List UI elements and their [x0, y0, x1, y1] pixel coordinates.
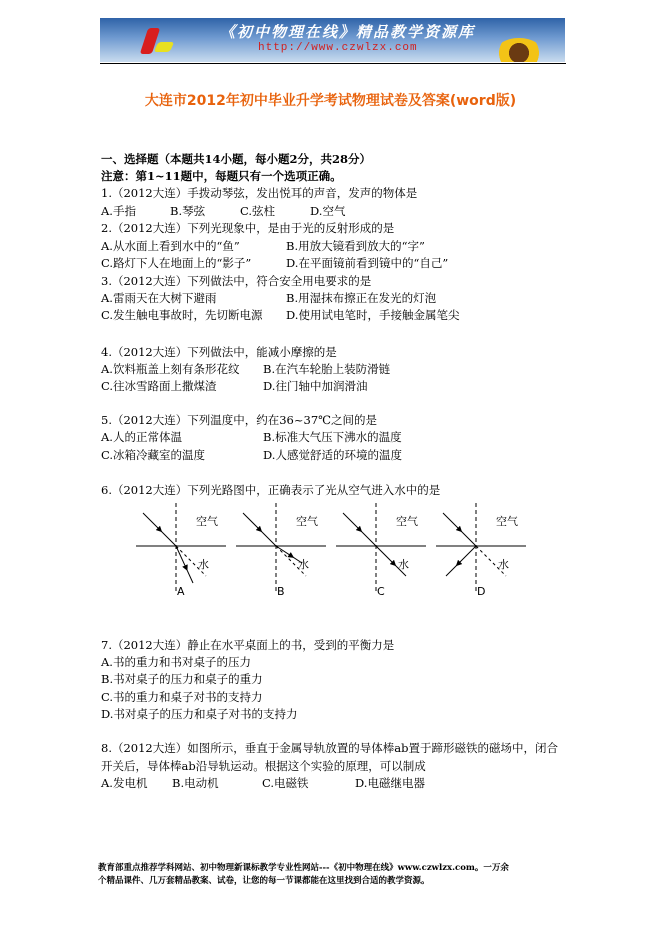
- option-b: B.琴弦: [170, 204, 206, 218]
- air-label: 空气: [396, 515, 418, 528]
- option-c: C.路灯下人在地面上的“影子”: [101, 256, 252, 270]
- incident-ray-arrow: [243, 513, 260, 530]
- option-a: A.发电机: [101, 776, 148, 790]
- question-6-stem: 6.（2012大连）下列光路图中，正确表示了光从空气进入水中的是: [101, 483, 441, 497]
- water-label: 水: [298, 558, 309, 571]
- option-d: D.往门轴中加润滑油: [263, 379, 368, 393]
- outgoing-ray-arrow: [458, 546, 476, 564]
- question-4-stem: 4.（2012大连）下列做法中，能减小摩擦的是: [101, 345, 337, 359]
- outgoing-ray: [446, 564, 458, 576]
- incident-ray: [460, 530, 476, 546]
- option-b: B.用湿抹布擦正在发光的灯泡: [286, 291, 437, 305]
- option-c: C.冰箱冷藏室的温度: [101, 448, 206, 462]
- air-label: 空气: [296, 515, 318, 528]
- option-a: A.从水面上看到水中的“鱼”: [101, 239, 240, 253]
- option-b: B.用放大镜看到放大的“字”: [286, 239, 425, 253]
- option-d: D.书对桌子的压力和桌子对书的支持力: [101, 707, 298, 721]
- incident-ray-arrow: [143, 513, 160, 530]
- panel-label-c: C: [377, 585, 385, 598]
- incident-ray: [260, 530, 276, 546]
- panel-label-a: A: [177, 585, 185, 598]
- outgoing-ray-arrow: [276, 546, 292, 556]
- option-c: C.书的重力和桌子对书的支持力: [101, 690, 263, 704]
- option-d: D.人感觉舒适的环境的温度: [263, 448, 402, 462]
- panel-label-b: B: [277, 585, 285, 598]
- document-title: 大连市2012年初中毕业升学考试物理试卷及答案(word版): [144, 93, 517, 109]
- question-8-stem-cont: 开关后，导体棒ab沿导轨运动。根据这个实验的原理，可以制成: [101, 759, 426, 773]
- option-b: B.电动机: [172, 776, 219, 790]
- incident-ray-arrow: [443, 513, 460, 530]
- question-1-stem: 1.（2012大连）手拨动琴弦，发出悦耳的声音，发声的物体是: [101, 186, 418, 200]
- incident-ray-arrow: [343, 513, 360, 530]
- option-a: A.雷雨天在大树下避雨: [101, 291, 217, 305]
- water-label: 水: [398, 558, 409, 571]
- banner-url: http://www.czwlzx.com: [258, 42, 418, 54]
- option-a: A.饮料瓶盖上刻有条形花纹: [101, 362, 240, 376]
- option-d: D.空气: [310, 204, 346, 218]
- footer-line-2: 个精品课件、几万套精品教案、试卷，让您的每一节课都能在这里找到合适的教学资源。: [98, 876, 430, 886]
- outgoing-ray: [186, 568, 193, 583]
- option-d: D.使用试电笔时，手接触金属笔尖: [286, 308, 460, 322]
- option-a: A.手指: [101, 204, 136, 218]
- option-b: B.在汽车轮胎上装防滑链: [263, 362, 391, 376]
- water-label: 水: [198, 558, 209, 571]
- option-d: D.电磁继电器: [355, 776, 425, 790]
- option-b: B.标准大气压下沸水的温度: [263, 430, 402, 444]
- option-a: A.人的正常体温: [101, 430, 182, 444]
- incident-ray: [160, 530, 176, 546]
- option-b: B.书对桌子的压力和桌子的重力: [101, 672, 263, 686]
- question-3-stem: 3.（2012大连）下列做法中，符合安全用电要求的是: [101, 274, 372, 288]
- air-label: 空气: [196, 515, 218, 528]
- banner-site-name: 《初中物理在线》精品教学资源库: [220, 23, 476, 41]
- question-7-stem: 7.（2012大连）静止在水平桌面上的书，受到的平衡力是: [101, 638, 395, 652]
- question-2-stem: 2.（2012大连）下列光现象中，是由于光的反射形成的是: [101, 221, 395, 235]
- option-c: C.电磁铁: [262, 776, 309, 790]
- water-label: 水: [498, 558, 509, 571]
- air-label: 空气: [496, 515, 518, 528]
- question-8-stem: 8.（2012大连）如图所示，垂直于金属导轨放置的导体棒ab置于蹄形磁铁的磁场中，闭合: [101, 741, 558, 755]
- section-heading: 一、选择题（本题共14小题，每小题2分，共28分）: [101, 152, 372, 166]
- incident-ray: [360, 530, 376, 546]
- option-c: C.往冰雪路面上撒煤渣: [101, 379, 217, 393]
- outgoing-ray-arrow: [376, 546, 394, 564]
- option-c: C.弦柱: [240, 204, 276, 218]
- option-a: A.书的重力和书对桌子的压力: [101, 655, 251, 669]
- panel-label-d: D: [477, 585, 486, 598]
- section-note: 注意：第1~11题中，每题只有一个选项正确。: [101, 169, 342, 183]
- outgoing-ray-arrow: [176, 546, 186, 568]
- option-c: C.发生触电事故时，先切断电源: [101, 308, 263, 322]
- option-d: D.在平面镜前看到镜中的“自己”: [286, 256, 449, 270]
- footer-line-1: 教育部重点推荐学科网站、初中物理新课标教学专业性网站---《初中物理在线》www.czwlzx.com。一万余: [98, 863, 509, 873]
- question-5-stem: 5.（2012大连）下列温度中，约在36~37℃之间的是: [101, 413, 378, 427]
